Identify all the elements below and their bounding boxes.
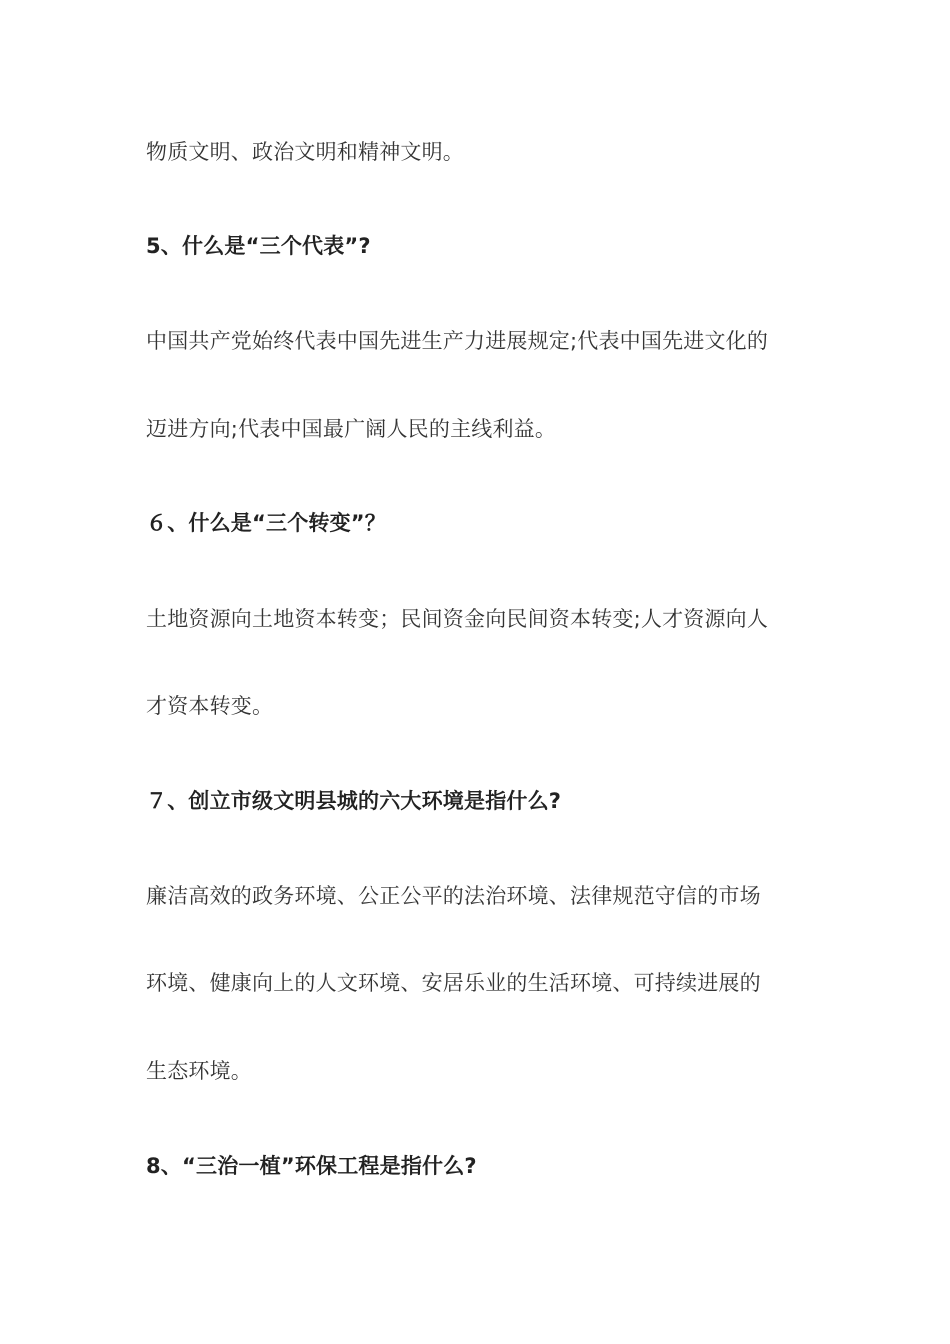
answer-5-line-1: 中国共产党始终代表中国先进生产力进展规定;代表中国先进文化的 bbox=[146, 329, 769, 353]
question-8-heading: 8、“三治一植”环保工程是指什么? bbox=[146, 1154, 477, 1178]
answer-6-line-1: 土地资源向土地资本转变；民间资金向民间资本转变;人才资源向人 bbox=[146, 607, 769, 631]
answer-line-1: 物质文明、政治文明和精神文明。 bbox=[146, 140, 464, 164]
answer-5-line-2: 迈进方向;代表中国最广阔人民的主线利益。 bbox=[146, 417, 557, 441]
answer-7-line-1: 廉洁高效的政务环境、公正公平的法治环境、法律规范守信的市场 bbox=[146, 884, 761, 908]
question-5-heading: 5、什么是“三个代表”? bbox=[146, 234, 371, 258]
question-6-heading: ６、什么是“三个转变”？ bbox=[146, 511, 387, 535]
answer-7-line-2: 环境、健康向上的人文环境、安居乐业的生活环境、可持续进展的 bbox=[146, 971, 761, 995]
question-7-heading: ７、创立市级文明县城的六大环境是指什么? bbox=[146, 789, 562, 813]
answer-7-line-3: 生态环境。 bbox=[146, 1059, 252, 1083]
answer-6-line-2: 才资本转变。 bbox=[146, 694, 274, 718]
